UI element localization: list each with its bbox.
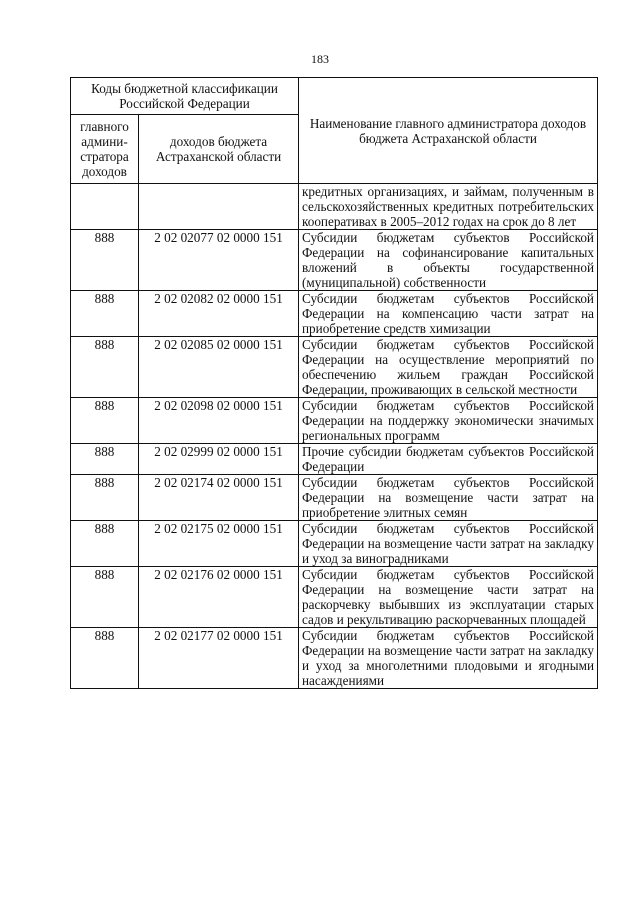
admin-code-cell: 888	[71, 628, 139, 689]
page-number: 183	[311, 52, 329, 66]
income-code-cell: 2 02 02177 02 0000 151	[139, 628, 299, 689]
income-code-cell: 2 02 02077 02 0000 151	[139, 230, 299, 291]
table-row	[71, 291, 598, 337]
table-row	[71, 398, 598, 444]
header-administrator-name: Наименование главного администратора доходов бюджета Астраханской области	[299, 78, 598, 184]
income-code-cell: 2 02 02082 02 0000 151	[139, 291, 299, 337]
description-cell: Субсидии бюджетам субъектов Российской Федерации на возмещение части затрат на раскорчевку выбывших из эксплуатации старых садов и рекультивацию раскорчеванных площадей	[299, 567, 598, 628]
header-regional-income: доходов бюджета Астраханской области	[139, 115, 299, 184]
description-cell: Субсидии бюджетам субъектов Российской Федерации на осуществление мероприятий по обеспечению жильем граждан Российской Федерации, проживающих в сельской местности	[299, 337, 598, 398]
admin-code-cell: 888	[71, 521, 139, 567]
header-budget-codes: Коды бюджетной классификации Российской Федерации	[71, 78, 299, 115]
description-cell: кредитных организациях, и займам, полученным в сельскохозяйственных кредитных потребительских кооперативах в 2005–2012 годах на срок до 8 лет	[299, 184, 598, 230]
description-cell: Прочие субсидии бюджетам субъектов Российской Федерации	[299, 444, 598, 475]
admin-code-cell: 888	[71, 444, 139, 475]
income-code-cell: 2 02 02085 02 0000 151	[139, 337, 299, 398]
table-row	[71, 521, 598, 567]
income-code-cell: 2 02 02098 02 0000 151	[139, 398, 299, 444]
income-code-cell: 2 02 02175 02 0000 151	[139, 521, 299, 567]
table-row	[71, 184, 598, 230]
header-main-administrator: главного админи-стратора доходов	[71, 115, 139, 184]
admin-code-cell	[71, 184, 139, 230]
table-row	[71, 628, 598, 689]
description-cell: Субсидии бюджетам субъектов Российской Федерации на возмещение части затрат на приобретение элитных семян	[299, 475, 598, 521]
table-row	[71, 475, 598, 521]
income-code-cell: 2 02 02999 02 0000 151	[139, 444, 299, 475]
table-row	[71, 230, 598, 291]
table-row	[71, 337, 598, 398]
table-row	[71, 567, 598, 628]
description-cell: Субсидии бюджетам субъектов Российской Федерации на поддержку экономически значимых региональных программ	[299, 398, 598, 444]
admin-code-cell: 888	[71, 475, 139, 521]
description-cell: Субсидии бюджетам субъектов Российской Федерации на софинансирование капитальных вложений в объекты государственной (муниципальной) собственности	[299, 230, 598, 291]
table-row	[71, 444, 598, 475]
income-code-cell: 2 02 02174 02 0000 151	[139, 475, 299, 521]
budget-classification-table	[70, 77, 598, 689]
admin-code-cell: 888	[71, 230, 139, 291]
admin-code-cell: 888	[71, 291, 139, 337]
income-code-cell: 2 02 02176 02 0000 151	[139, 567, 299, 628]
admin-code-cell: 888	[71, 398, 139, 444]
admin-code-cell: 888	[71, 567, 139, 628]
description-cell: Субсидии бюджетам субъектов Российской Федерации на компенсацию части затрат на приобретение средств химизации	[299, 291, 598, 337]
description-cell: Субсидии бюджетам субъектов Российской Федерации на возмещение части затрат на закладку и уход за многолетними плодовыми и ягодными насаждениями	[299, 628, 598, 689]
income-code-cell	[139, 184, 299, 230]
description-cell: Субсидии бюджетам субъектов Российской Федерации на возмещение части затрат на закладку и уход за виноградниками	[299, 521, 598, 567]
admin-code-cell: 888	[71, 337, 139, 398]
